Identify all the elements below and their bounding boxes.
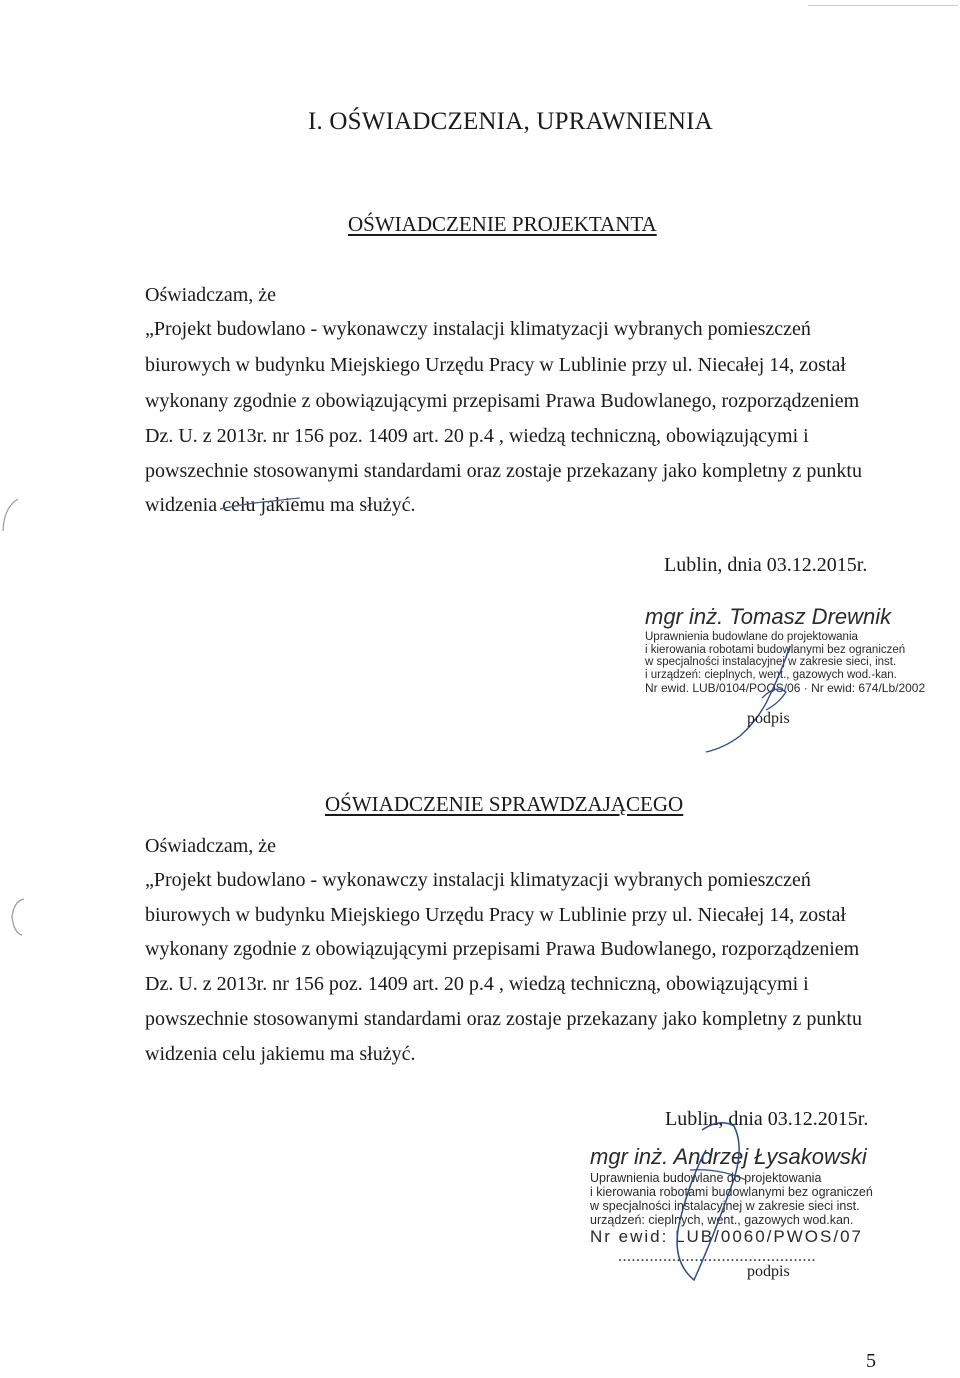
stamp-line: w specjalności instalacyjnej w zakresie sieci, inst.: [645, 656, 897, 669]
stamp-evidence-number: Nr ewid. LUB/0104/POOS/06 · Nr ewid: 674/Lb/2002: [645, 681, 926, 696]
stamp-line: i kierowania robotami budowlanymi bez ograniczeń: [645, 643, 906, 656]
scan-margin-mark-lower: [0, 895, 30, 940]
statement-line: Dz. U. z 2013r. nr 156 poz. 1409 art. 20 p.4 , wiedzą techniczną, obowiązującymi i: [145, 973, 809, 995]
statement-line: powszechnie stosowanymi standardami oraz zostaje przekazany jako kompletny z punktu: [145, 460, 862, 482]
signature-dotted-line: ............................................: [618, 1248, 816, 1265]
statement-lead: Oświadczam, że: [145, 835, 277, 857]
statement-lead: Oświadczam, że: [145, 284, 277, 306]
date-place: Lublin, dnia 03.12.2015r.: [664, 554, 868, 576]
section-title-sprawdzajacego: OŚWIADCZENIE SPRAWDZAJĄCEGO: [325, 792, 684, 816]
pen-stroke-mark: [218, 493, 308, 513]
statement-line: Dz. U. z 2013r. nr 156 poz. 1409 art. 20 p.4 , wiedzą techniczną, obowiązującymi i: [145, 425, 809, 447]
statement-line: „Projekt budowlano - wykonawczy instalacji klimatyzacji wybranych pomieszczeń: [145, 318, 811, 340]
stamp-line: Uprawnienia budowlane do projektowania: [645, 630, 858, 643]
statement-line: widzenia celu jakiemu ma służyć.: [145, 494, 416, 516]
signature-label: podpis: [747, 1263, 790, 1280]
signature-label: podpis: [747, 710, 790, 727]
statement-line: wykonany zgodnie z obowiązującymi przepisami Prawa Budowlanego, rozporządzeniem: [145, 938, 860, 960]
date-place: Lublin, dnia 03.12.2015r.: [665, 1108, 869, 1130]
statement-line: wykonany zgodnie z obowiązującymi przepisami Prawa Budowlanego, rozporządzeniem: [145, 390, 860, 412]
statement-line: powszechnie stosowanymi standardami oraz zostaje przekazany jako kompletny z punktu: [145, 1008, 862, 1030]
scan-margin-mark-upper: [0, 495, 20, 535]
section-title-projektanta: OŚWIADCZENIE PROJEKTANTA: [348, 212, 657, 236]
statement-line: widzenia celu jakiemu ma służyć.: [145, 1043, 416, 1065]
stamp-line: Uprawnienia budowlane do projektowania: [590, 1170, 822, 1185]
statement-line: biurowych w budynku Miejskiego Urzędu Pracy w Lublinie przy ul. Niecałej 14, został: [145, 904, 846, 926]
stamp-evidence-number: Nr ewid: LUB/0060/PWOS/07: [590, 1226, 863, 1246]
stamp-line: urządzeń: cieplnych, went., gazowych wod.kan.: [590, 1212, 854, 1227]
page-number: 5: [866, 1350, 876, 1372]
stamp-name: mgr inż. Andrzej Łysakowski: [590, 1144, 867, 1169]
stamp-name: mgr inż. Tomasz Drewnik: [645, 604, 892, 629]
stamp-line: i kierowania robotami budowlanymi bez ograniczeń: [590, 1184, 873, 1199]
top-edge-line: [808, 5, 958, 6]
statement-line: biurowych w budynku Miejskiego Urzędu Pracy w Lublinie przy ul. Niecałej 14, został: [145, 354, 846, 376]
designer-signature: [690, 640, 830, 760]
stamp-line: i urządzeń: cieplnych, went., gazowych wod.-kan.: [645, 669, 897, 682]
page-title: I. OŚWIADCZENIA, UPRAWNIENIA: [308, 108, 713, 135]
statement-line: „Projekt budowlano - wykonawczy instalacji klimatyzacji wybranych pomieszczeń: [145, 869, 811, 891]
stamp-line: w specjalności instalacyjnej w zakresie sieci inst.: [590, 1198, 860, 1213]
